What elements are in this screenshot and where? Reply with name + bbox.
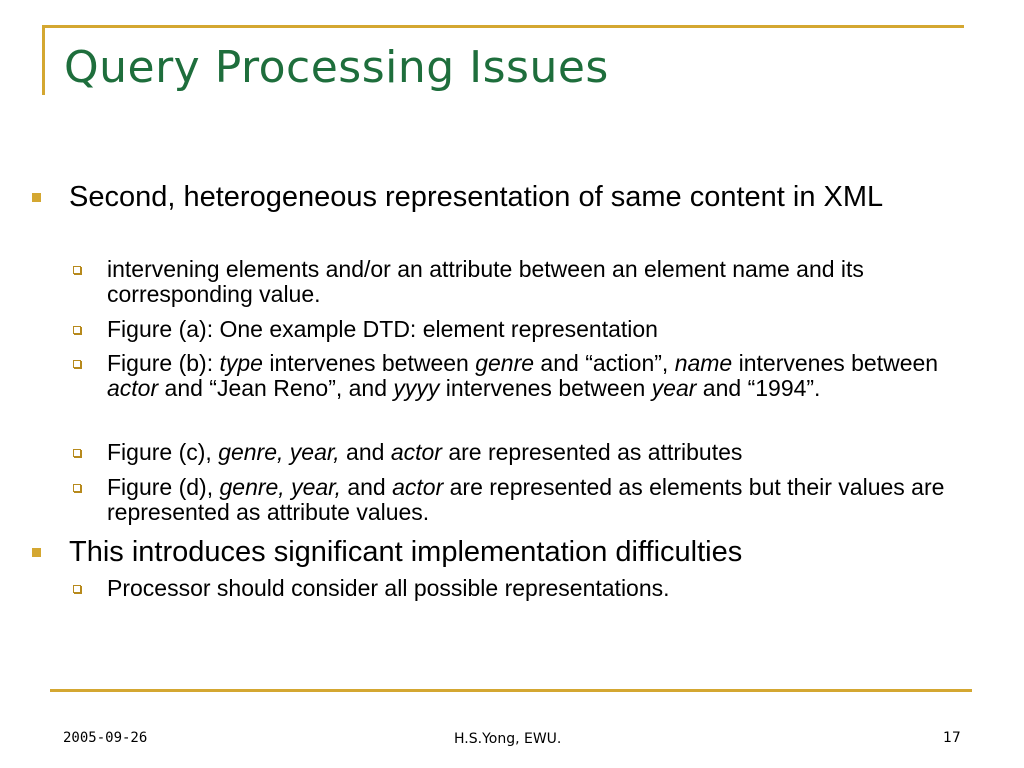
figure-b-text-7: and “1994”.: [696, 375, 821, 401]
figure-b-italic-type: type: [219, 350, 263, 376]
footer-date: 2005-09-26: [63, 730, 148, 746]
figure-b-italic-genre: genre: [475, 350, 535, 376]
figure-d-italic-genre-year: genre, year,: [219, 474, 341, 500]
figure-d-text-1: Figure (d),: [107, 474, 220, 500]
figure-b-italic-actor: actor: [107, 375, 159, 401]
figure-c-italic-genre-year: genre, year,: [218, 439, 340, 465]
figure-c-text-3: are represented as attributes: [441, 439, 743, 465]
sub-bullet-text: Processor should consider all possible representations.: [107, 575, 670, 601]
figure-b-italic-name: name: [674, 350, 733, 376]
hollow-square-bullet-icon: [73, 585, 81, 593]
figure-c-italic-actor: actor: [390, 439, 442, 465]
sub-bullet-figure-a: [107, 317, 967, 342]
square-bullet-icon: [32, 193, 41, 202]
figure-b-text-4: intervenes between: [732, 350, 939, 376]
bullet-heterogeneous-representation: [69, 182, 969, 212]
slide-title: Query Processing Issues: [64, 42, 609, 93]
figure-d-italic-actor: actor: [392, 474, 444, 500]
hollow-square-bullet-icon: [73, 484, 81, 492]
figure-c-text-2: and: [339, 439, 391, 465]
hollow-square-bullet-icon: [73, 360, 81, 368]
figure-b-text-3: and “action”,: [534, 350, 675, 376]
bullet-text: This introduces significant implementation difficulties: [69, 536, 743, 568]
sub-bullet-text: Figure (a): One example DTD: element representation: [107, 316, 658, 342]
footer-author: H.S.Yong, EWU.: [454, 731, 562, 747]
figure-b-italic-yyyy: yyyy: [393, 375, 440, 401]
bullet-implementation-difficulties: [69, 537, 969, 567]
figure-c-text-1: Figure (c),: [107, 439, 219, 465]
footer-divider-line: [50, 689, 972, 692]
figure-d-text-3: are represented as elements but their values are represented as attribute values.: [107, 474, 945, 525]
sub-bullet-intervening-elements: [107, 257, 967, 307]
figure-b-text-6: intervenes between: [439, 375, 652, 401]
footer-page-number: 17: [943, 730, 961, 746]
figure-b-italic-year: year: [651, 375, 697, 401]
bullet-text: Second, heterogeneous representation of same content in XML: [69, 181, 884, 213]
figure-d-text-2: and: [340, 474, 393, 500]
hollow-square-bullet-icon: [73, 266, 81, 274]
square-bullet-icon: [32, 548, 41, 557]
frame-top-line: [42, 25, 964, 28]
sub-bullet-figure-d: [107, 475, 967, 525]
figure-b-text-2: intervenes between: [262, 350, 476, 376]
sub-bullet-figure-c: [107, 440, 967, 465]
sub-bullet-processor: [107, 576, 967, 601]
sub-bullet-text: intervening elements and/or an attribute between an element name and its corresponding value.: [107, 256, 864, 307]
sub-bullet-figure-b: [107, 351, 967, 401]
hollow-square-bullet-icon: [73, 326, 81, 334]
figure-b-text-5: and “Jean Reno”, and: [158, 375, 394, 401]
frame-left-line: [42, 25, 45, 95]
figure-b-text-1: Figure (b):: [107, 350, 220, 376]
hollow-square-bullet-icon: [73, 449, 81, 457]
